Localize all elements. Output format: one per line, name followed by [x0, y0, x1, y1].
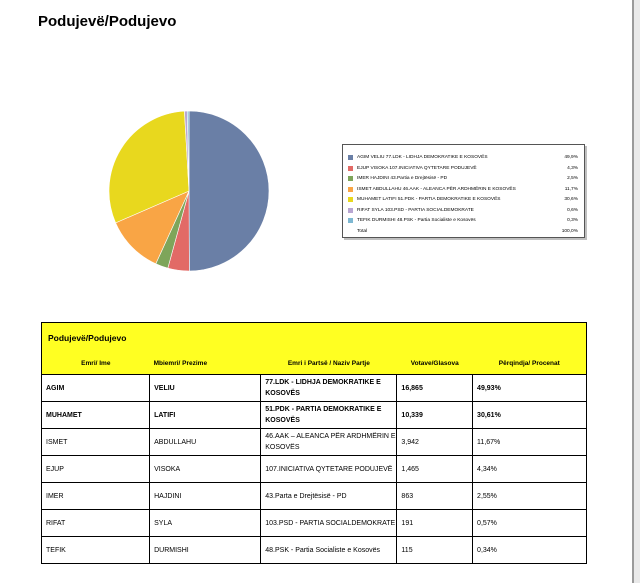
legend-swatch — [348, 197, 353, 202]
legend-label: ISMET ABDULLAHU 46.AAK - ALEANCA PËR ARDHMËRIN E KOSOVËS — [357, 186, 516, 192]
legend-item — [348, 153, 580, 162]
legend-item — [348, 216, 580, 225]
cell-last-name: DURMISHI — [150, 537, 261, 564]
cell-party: 51.PDK - PARTIA DEMOKRATIKE E KOSOVËS — [261, 402, 397, 429]
table-row — [42, 429, 587, 456]
legend-item — [348, 206, 580, 215]
legend-item — [348, 227, 580, 236]
cell-percent: 0,34% — [473, 537, 587, 564]
page-title: Podujevë/Podujevo — [38, 13, 177, 30]
legend-percent: 2,5% — [567, 176, 578, 181]
legend-swatch — [348, 208, 353, 213]
cell-votes: 16,865 — [397, 375, 473, 402]
table-title: Podujevë/Podujevo — [42, 323, 587, 354]
cell-percent: 49,93% — [473, 375, 587, 402]
legend-percent: 4,3% — [567, 165, 578, 171]
legend-item — [348, 174, 580, 183]
legend-percent: 100,0% — [561, 228, 578, 234]
legend-item — [348, 185, 580, 194]
cell-first-name: EJUP — [42, 456, 150, 483]
cell-last-name: ABDULLAHU — [150, 429, 261, 456]
cell-last-name: VELIU — [150, 375, 261, 402]
cell-party: 107.INICIATIVA QYTETARE PODUJEVË — [261, 456, 397, 483]
chart-legend — [342, 144, 585, 238]
legend-label: Total — [357, 228, 368, 234]
cell-party: 77.LDK - LIDHJA DEMOKRATIKE E KOSOVËS — [261, 375, 397, 402]
cell-last-name: VISOKA — [150, 456, 261, 483]
legend-percent: 11,7% — [564, 186, 578, 192]
legend-swatch — [348, 218, 353, 223]
cell-first-name: RIFAT — [42, 510, 150, 537]
cell-votes: 191 — [397, 510, 473, 537]
cell-party: 43.Parta e Drejtësisë - PD — [261, 483, 397, 510]
legend-percent: 0,3% — [567, 218, 578, 223]
results-table — [41, 322, 587, 564]
table-row — [42, 456, 587, 483]
legend-percent: 0,6% — [567, 207, 578, 213]
cell-percent: 0,57% — [473, 510, 587, 537]
legend-swatch — [348, 166, 353, 171]
legend-label: RIFAT SYLA 103.PSD - PARTIA SOCIALDEMOKRATE — [357, 207, 474, 213]
pie-chart — [109, 111, 269, 271]
header-first-name: Emri/ Ime — [42, 353, 150, 375]
legend-label: IMER HAJDINI 43.Partia e Drejtësisë - PD — [357, 176, 448, 181]
legend-percent: 49,9% — [564, 155, 578, 160]
legend-swatch — [348, 155, 353, 160]
cell-votes: 863 — [397, 483, 473, 510]
table-row — [42, 483, 587, 510]
header-percent: Përqindja/ Procenat — [473, 353, 587, 375]
legend-swatch — [348, 187, 353, 192]
legend-label: AGIM VELIU 77.LDK - LIDHJA DEMOKRATIKE E KOSOVËS — [357, 155, 488, 160]
legend-item — [348, 195, 580, 204]
cell-first-name: TEFIK — [42, 537, 150, 564]
cell-first-name: AGIM — [42, 375, 150, 402]
header-party: Emri i Partsë / Naziv Partje — [261, 353, 397, 375]
legend-label: MUHAMET LATIFI 51.PDK - PARTIA DEMOKRATIKE E KOSOVËS — [357, 197, 501, 202]
legend-label: TEFIK DURMISHI 48.PSK - Partia Socialiste e Kosovës — [357, 218, 476, 223]
cell-votes: 115 — [397, 537, 473, 564]
cell-party: 48.PSK - Partia Socialiste e Kosovës — [261, 537, 397, 564]
table-row — [42, 510, 587, 537]
header-votes: Votave/Glasova — [397, 353, 473, 375]
legend-item — [348, 164, 580, 173]
cell-votes: 1,465 — [397, 456, 473, 483]
header-last-name: Mbiemri/ Prezime — [150, 353, 261, 375]
pie-slice — [189, 111, 269, 271]
cell-party: 46.AAK – ALEANCA PËR ARDHMËRIN E KOSOVËS — [261, 429, 397, 456]
table-row — [42, 537, 587, 564]
table-row — [42, 375, 587, 402]
legend-swatch — [348, 176, 353, 181]
cell-last-name: LATIFI — [150, 402, 261, 429]
page-edge-shadow — [634, 0, 640, 583]
cell-percent: 4,34% — [473, 456, 587, 483]
cell-party: 103.PSD - PARTIA SOCIALDEMOKRATE — [261, 510, 397, 537]
table-title-row — [42, 323, 587, 354]
cell-percent: 30,61% — [473, 402, 587, 429]
table-row — [42, 402, 587, 429]
cell-last-name: HAJDINI — [150, 483, 261, 510]
cell-votes: 10,339 — [397, 402, 473, 429]
cell-percent: 2,55% — [473, 483, 587, 510]
cell-first-name: IMER — [42, 483, 150, 510]
cell-percent: 11,67% — [473, 429, 587, 456]
legend-percent: 30,6% — [564, 197, 578, 202]
cell-first-name: ISMET — [42, 429, 150, 456]
table-header-row — [42, 353, 587, 375]
cell-votes: 3,942 — [397, 429, 473, 456]
legend-label: EJUP VISOKA 107.INICIATIVA QYTETARE PODUJEVË — [357, 165, 477, 171]
cell-last-name: SYLA — [150, 510, 261, 537]
cell-first-name: MUHAMET — [42, 402, 150, 429]
